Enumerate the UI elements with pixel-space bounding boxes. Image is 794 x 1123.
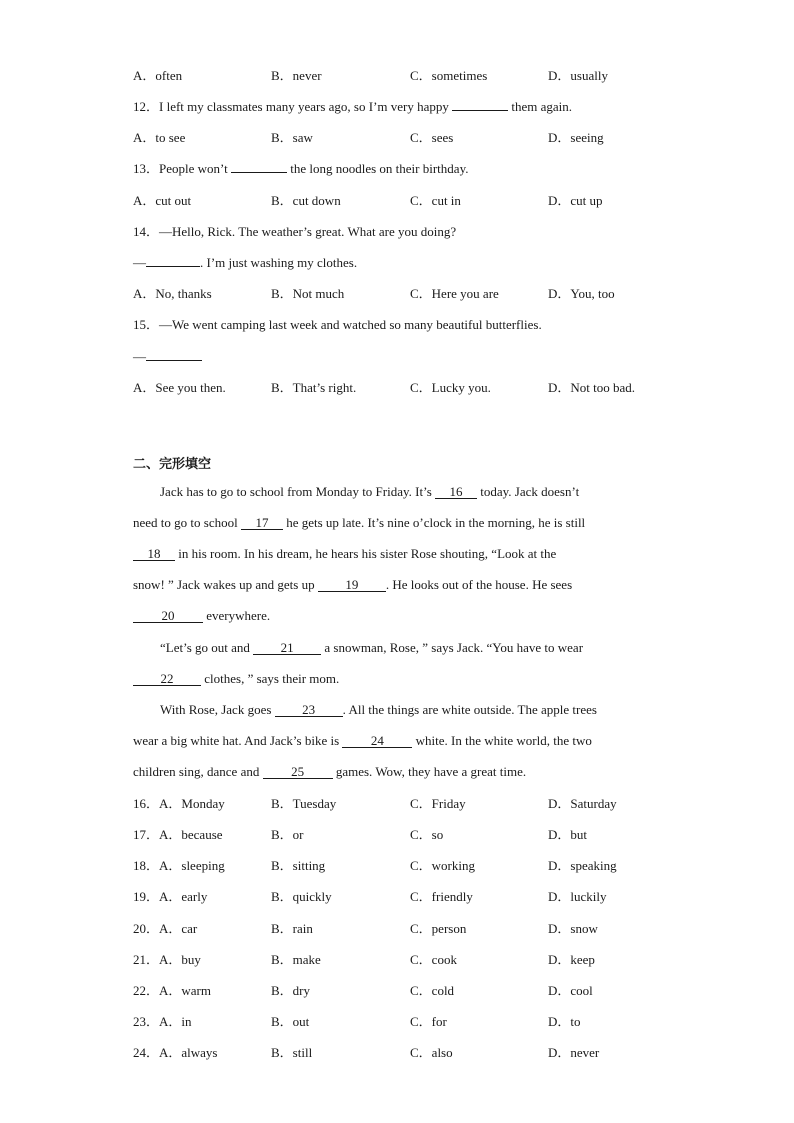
blank-16: 16 <box>435 485 477 499</box>
option-d: D．cut up <box>548 193 603 208</box>
cloze-option: B．still <box>271 1045 313 1060</box>
blank-22: 22 <box>133 672 201 686</box>
answer-blank <box>146 360 202 361</box>
option-a: A．cut out <box>133 193 192 208</box>
blank-20: 20 <box>133 609 203 623</box>
blank-21: 21 <box>253 641 321 655</box>
cloze-option: C．friendly <box>410 889 473 904</box>
cloze-option: C．cold <box>410 983 455 998</box>
cloze-option: D．snow <box>548 921 598 936</box>
option-d: D．You, too <box>548 286 615 301</box>
cloze-option: C．working <box>410 858 476 873</box>
option-a: A．often <box>133 68 183 83</box>
cloze-option: C．for <box>410 1014 447 1029</box>
cloze-option: 21．A．buy <box>133 952 201 967</box>
cloze-option: B．quickly <box>271 889 332 904</box>
blank-17: 17 <box>241 516 283 530</box>
cloze-option: 22．A．warm <box>133 983 211 998</box>
cloze-option: 19．A．early <box>133 889 208 904</box>
cloze-option: D．keep <box>548 952 595 967</box>
q15-reply: — <box>133 349 202 365</box>
option-c: C．sometimes <box>410 68 488 83</box>
cloze-option: 23．A．in <box>133 1014 192 1029</box>
blank-19: 19 <box>318 578 386 592</box>
cloze-option: C．also <box>410 1045 453 1060</box>
option-c: C．sees <box>410 130 454 145</box>
q13-stem: 13．People won’t the long noodles on their birthday. <box>133 161 469 176</box>
option-d: D．usually <box>548 68 608 83</box>
cloze-option: 24．A．always <box>133 1045 218 1060</box>
cloze-option: B．rain <box>271 921 313 936</box>
passage-line: need to go to school 17 he gets up late. It’s nine o’clock in the morning, he is still <box>133 515 586 530</box>
answer-blank <box>452 110 508 111</box>
option-b: B．saw <box>271 130 313 145</box>
section-title-cloze: 二、完形填空 <box>133 457 212 472</box>
option-a: A．No, thanks <box>133 286 212 301</box>
blank-23: 23 <box>275 703 343 717</box>
blank-24: 24 <box>342 734 412 748</box>
cloze-option: B．or <box>271 827 304 842</box>
cloze-option: D．speaking <box>548 858 617 873</box>
option-a: A．See you then. <box>133 380 226 395</box>
q14-reply: — . I’m just washing my clothes. <box>133 255 358 270</box>
cloze-option: C．cook <box>410 952 457 967</box>
cloze-option: D．to <box>548 1014 581 1029</box>
option-a: A．to see <box>133 130 186 145</box>
passage-line: With Rose, Jack goes 23 . All the things are white outside. The apple trees <box>160 702 597 717</box>
blank-25: 25 <box>263 765 333 779</box>
answer-blank <box>231 172 287 173</box>
option-c: C．Here you are <box>410 286 499 301</box>
passage-line: wear a big white hat. And Jack’s bike is 24 white. In the white world, the two <box>133 733 592 748</box>
option-d: D．seeing <box>548 130 604 145</box>
cloze-option: 17．A．because <box>133 827 223 842</box>
option-b: B．never <box>271 68 322 83</box>
cloze-option: C．so <box>410 827 444 842</box>
option-c: C．cut in <box>410 193 461 208</box>
q14-stem: 14．—Hello, Rick. The weather’s great. What are you doing? <box>133 224 457 239</box>
q12-stem: 12．I left my classmates many years ago, so I’m very happy them again. <box>133 99 573 114</box>
cloze-option: D．but <box>548 827 588 842</box>
passage-line: 18 in his room. In his dream, he hears his sister Rose shouting, “Look at the <box>133 546 556 562</box>
cloze-option: D．never <box>548 1045 600 1060</box>
option-d: D．Not too bad. <box>548 380 636 395</box>
passage-line: snow! ” Jack wakes up and gets up 19 . He looks out of the house. He sees <box>133 577 573 592</box>
cloze-option: C．person <box>410 921 467 936</box>
cloze-option: D．Saturday <box>548 796 617 811</box>
q15-stem: 15．—We went camping last week and watched so many beautiful butterflies. <box>133 317 542 332</box>
passage-line: “Let’s go out and 21 a snowman, Rose, ” says Jack. “You have to wear <box>160 640 584 655</box>
option-b: B．That’s right. <box>271 380 357 395</box>
passage-line: Jack has to go to school from Monday to Friday. It’s 16 today. Jack doesn’t <box>160 484 580 499</box>
cloze-option: B．sitting <box>271 858 326 873</box>
cloze-option: 18．A．sleeping <box>133 858 225 873</box>
cloze-option: 20．A．car <box>133 921 198 936</box>
cloze-option: D．cool <box>548 983 593 998</box>
cloze-option: C．Friday <box>410 796 466 811</box>
blank-18: 18 <box>133 547 175 561</box>
cloze-option: B．out <box>271 1014 310 1029</box>
passage-line: 22 clothes, ” says their mom. <box>133 671 339 687</box>
cloze-option: D．luckily <box>548 889 607 904</box>
cloze-option: B．Tuesday <box>271 796 337 811</box>
option-b: B．cut down <box>271 193 341 208</box>
passage-line: children sing, dance and 25 games. Wow, they have a great time. <box>133 764 527 779</box>
option-c: C．Lucky you. <box>410 380 491 395</box>
answer-blank <box>146 266 200 267</box>
cloze-option: B．dry <box>271 983 311 998</box>
cloze-option: 16．A．Monday <box>133 796 225 811</box>
passage-line: 20 everywhere. <box>133 608 270 624</box>
option-b: B．Not much <box>271 286 345 301</box>
cloze-option: B．make <box>271 952 321 967</box>
